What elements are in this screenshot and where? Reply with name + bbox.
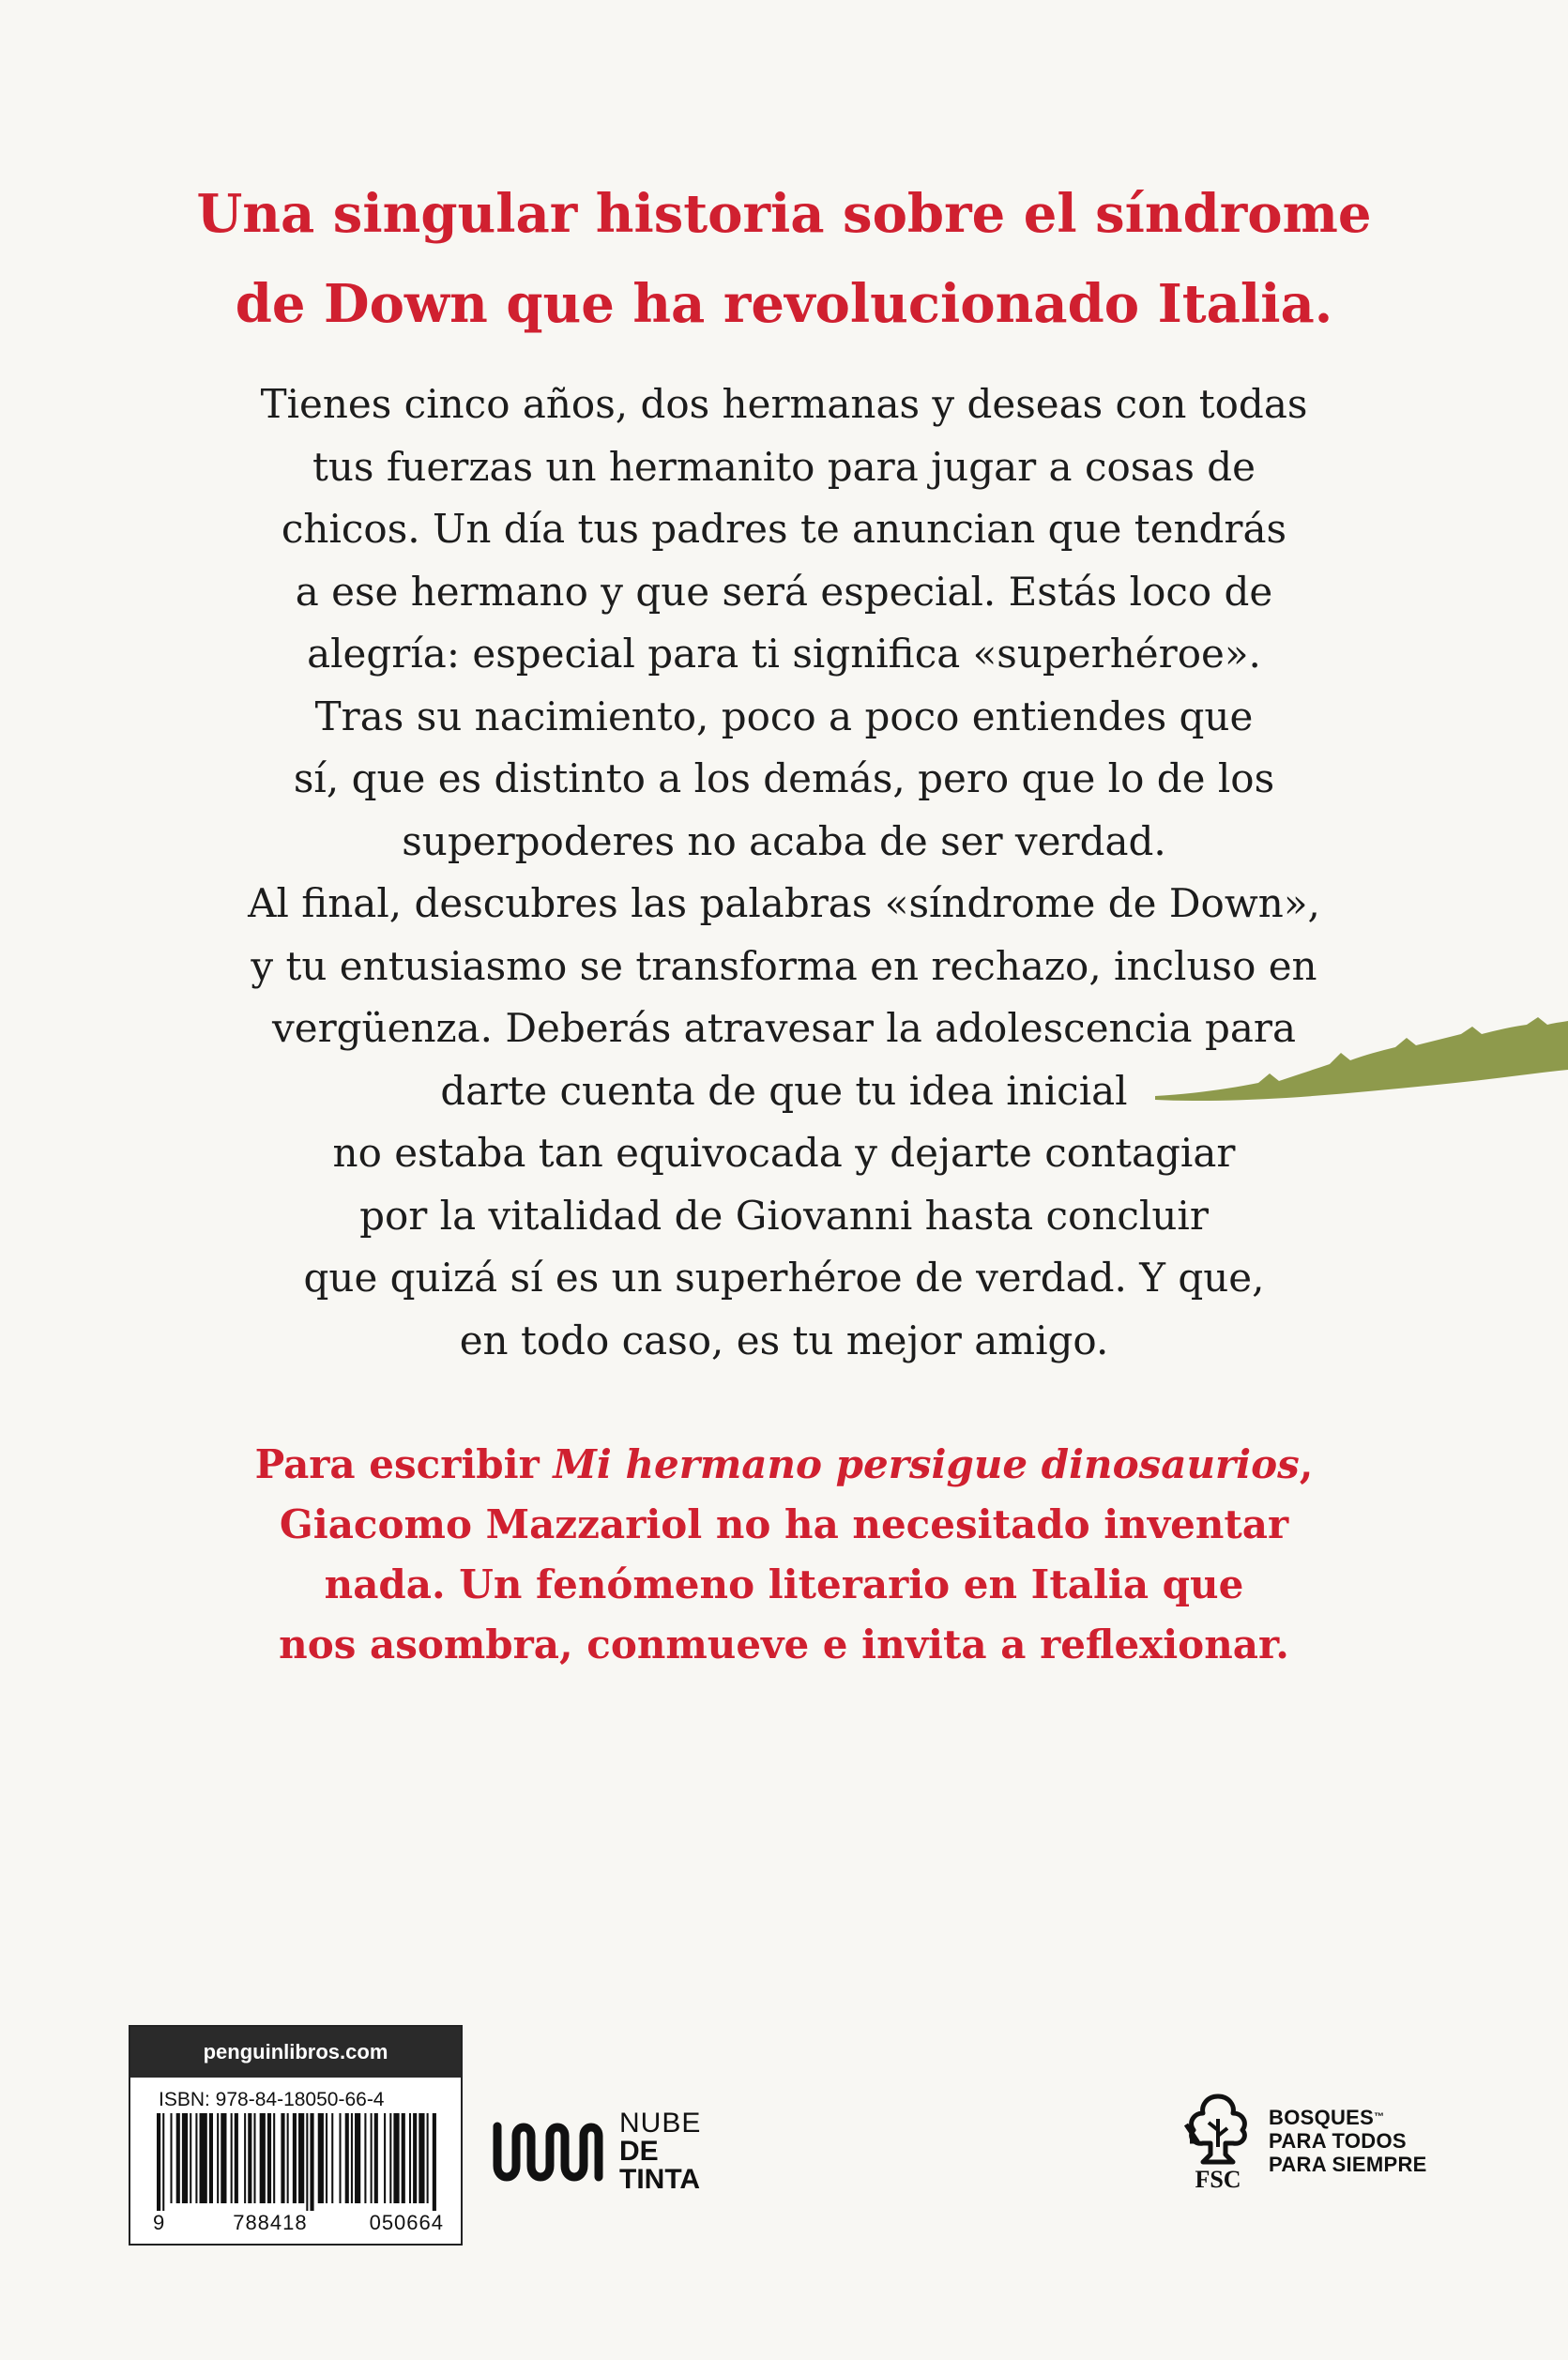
closing-prefix: Para escribir — [254, 1441, 554, 1487]
barcode-bar — [248, 2113, 251, 2203]
synopsis-line: a ese hermano y que será especial. Estás loco de — [295, 568, 1273, 615]
barcode-bar — [293, 2113, 297, 2203]
fsc-tree-icon — [1180, 2091, 1256, 2170]
barcode-bar — [326, 2113, 327, 2203]
synopsis-line: chicos. Un día tus padres te anuncian que tendrás — [281, 506, 1287, 552]
barcode-bar — [182, 2113, 188, 2203]
barcode-bar — [217, 2113, 219, 2203]
barcode-bar — [413, 2113, 417, 2203]
fsc-slogan-line: BOSQUES — [1269, 2106, 1375, 2129]
synopsis-line: que quizá sí es un superhéroe de verdad. Y que, — [303, 1255, 1265, 1301]
barcode-bar — [260, 2113, 266, 2203]
synopsis-line: Tras su nacimiento, poco a poco entiendes que — [314, 693, 1254, 739]
synopsis-line: alegría: especial para ti significa «superhéroe». — [307, 631, 1261, 677]
barcode-bar — [209, 2113, 213, 2203]
barcode-bar — [157, 2113, 160, 2211]
synopsis — [0, 373, 1568, 1372]
fsc-mark — [1180, 2091, 1256, 2194]
fsc-slogan-line: PARA TODOS — [1269, 2129, 1407, 2153]
trademark-symbol: ™ — [1374, 2111, 1385, 2123]
publisher-logo — [490, 2109, 701, 2194]
nube-de-tinta-icon — [490, 2111, 606, 2192]
synopsis-line: y tu entusiasmo se transforma en rechazo, incluso en — [251, 942, 1317, 989]
barcode-bar — [221, 2113, 226, 2203]
barcode-bar — [331, 2113, 333, 2203]
barcode-bar — [393, 2113, 399, 2203]
barcode-bar — [176, 2113, 180, 2203]
publisher-name-line: NUBE — [619, 2108, 702, 2139]
barcode-bar — [345, 2113, 349, 2203]
barcode-bar — [427, 2113, 429, 2203]
barcode-bar — [281, 2113, 284, 2203]
publisher-name-line: TINTA — [619, 2164, 701, 2195]
barcode-bar — [402, 2113, 405, 2203]
headline-line: de Down que ha revolucionado Italia. — [235, 273, 1333, 335]
synopsis-line: no estaba tan equivocada y dejarte contagiar — [332, 1130, 1236, 1176]
barcode-bar — [433, 2113, 436, 2211]
fsc-logo — [1180, 2091, 1427, 2194]
synopsis-line: Al final, descubres las palabras «síndrome de Down», — [248, 880, 1320, 926]
barcode-bar — [267, 2113, 271, 2203]
barcode-bar — [374, 2113, 378, 2203]
synopsis-line: por la vitalidad de Giovanni hasta concluir — [359, 1192, 1209, 1239]
dinosaur-tail-illustration — [1155, 1013, 1568, 1126]
barcode-bar — [364, 2113, 366, 2203]
barcode-bar — [253, 2113, 255, 2203]
publisher-name-line: DE — [619, 2136, 659, 2167]
barcode-bar — [273, 2113, 275, 2203]
barcode-bar — [389, 2113, 391, 2203]
headline-line: Una singular historia sobre el síndrome — [196, 183, 1372, 245]
closing-line: Giacomo Mazzariol no ha necesitado inventar — [279, 1501, 1289, 1547]
barcode-bar — [235, 2113, 238, 2203]
barcode-bar — [200, 2113, 207, 2203]
barcode-digits — [153, 2211, 444, 2235]
barcode-bar — [355, 2113, 360, 2203]
barcode-icon — [157, 2113, 438, 2211]
closing-line: nada. Un fenómeno literario en Italia que — [324, 1561, 1244, 1607]
headline — [0, 169, 1568, 349]
barcode-bar — [409, 2113, 411, 2203]
barcode-bar — [231, 2113, 233, 2203]
barcode-bar — [318, 2113, 324, 2203]
barcode-bar — [244, 2113, 246, 2203]
barcode-bar — [419, 2113, 424, 2203]
fsc-slogan — [1269, 2106, 1427, 2176]
synopsis-line: darte cuenta de que tu idea inicial — [440, 1067, 1128, 1114]
synopsis-line: en todo caso, es tu mejor amigo. — [459, 1317, 1109, 1363]
closing-line: nos asombra, conmueve e invita a reflexionar. — [279, 1622, 1289, 1667]
barcode-bar — [384, 2113, 386, 2203]
barcode-digits-right: 050664 — [369, 2211, 444, 2234]
barcode-bar — [310, 2113, 313, 2211]
synopsis-line: vergüenza. Deberás atravesar la adolescencia para — [272, 1005, 1296, 1051]
book-title: Mi hermano persigue dinosaurios — [553, 1441, 1300, 1487]
fsc-slogan-line: PARA SIEMPRE — [1269, 2153, 1427, 2176]
synopsis-line: Tienes cinco años, dos hermanas y deseas con todas — [260, 381, 1308, 427]
closing-paragraph — [0, 1435, 1568, 1675]
barcode-bar — [170, 2113, 172, 2203]
barcode-bar — [306, 2113, 308, 2211]
closing-suffix: , — [1299, 1441, 1314, 1487]
synopsis-line: superpoderes no acaba de ser verdad. — [402, 817, 1166, 864]
barcode-bar — [162, 2113, 164, 2211]
isbn-label: ISBN: 978-84-18050-66-4 — [159, 2089, 385, 2110]
fsc-label: FSC — [1195, 2166, 1241, 2193]
barcode-box — [129, 2025, 463, 2246]
barcode-bar — [195, 2113, 197, 2203]
barcode-bar — [371, 2113, 373, 2203]
barcode-digits-left: 788418 — [233, 2211, 308, 2234]
barcode-bar — [190, 2113, 191, 2203]
closing-line — [0, 1435, 1568, 1495]
synopsis-line: tus fuerzas un hermanito para jugar a cosas de — [312, 443, 1256, 490]
website-label: penguinlibros.com — [130, 2027, 461, 2078]
barcode-bar — [287, 2113, 289, 2203]
barcode-bar — [339, 2113, 341, 2203]
barcode-bar — [351, 2113, 353, 2203]
synopsis-line: sí, que es distinto a los demás, pero que lo de los — [293, 755, 1275, 801]
publisher-name — [619, 2109, 701, 2194]
barcode-bar — [298, 2113, 304, 2203]
barcode-digit-first: 9 — [153, 2211, 166, 2234]
